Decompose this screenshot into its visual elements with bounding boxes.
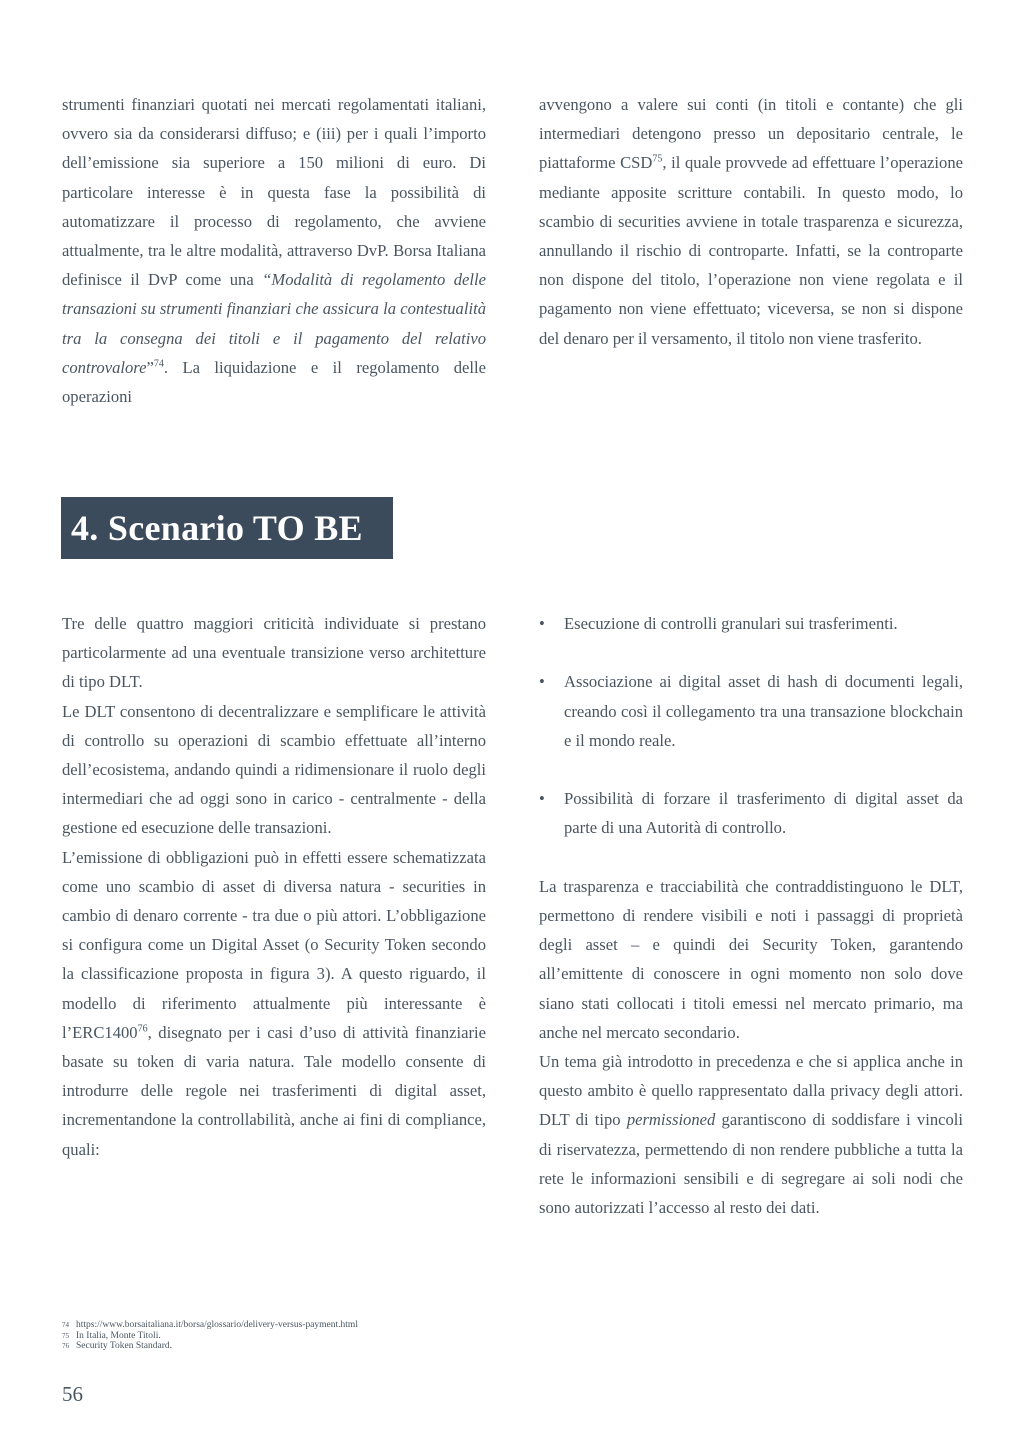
bottom-left-column (62, 609, 486, 1164)
top-right-column (539, 90, 963, 353)
compliance-list (539, 609, 963, 843)
paragraph-bonds: L’emissione di obbligazioni può in effetti essere schematizzata come uno scambio di asset di diversa natura - securities in cambio di denaro corrente - tra due o più attori. L’obbligazione si configura come un Digital Asset (o Security Token secondo la classificazione proposta in figura 3). A questo riguardo, il modello di riferimento attualmente più interessante è l’ERC1400$^{76}$, disegnato per i casi d’uso di attività finanziarie basate su token di varia natura. Tale modello consente di introdurre delle regole nei trasferimenti di digital asset, incrementandone la controllabilità, anche ai fini di compliance, quali: (62, 847, 486, 1159)
list-item: • Associazione ai digital asset di hash di documenti legali, creando così il collegamento tra una transazione blockchain e il mondo reale. (539, 667, 963, 755)
page-number: 56 (62, 1382, 83, 1406)
section-heading: 4. Scenario TO BE (61, 497, 393, 559)
permissioned-term: permissioned (626, 1110, 716, 1130)
paragraph-intro: Tre delle quattro maggiori criticità individuate si prestano particolarmente ad una eventuale transizione verso architetture di tipo DLT. (62, 614, 486, 692)
footnote-ref-74[interactable]: 74 (153, 358, 164, 370)
bullet-icon: • (539, 672, 545, 692)
paragraph-dlt: Le DLT consentono di decentralizzare e semplificare le attività di controllo su operazioni di scambio effettuate all’interno dell’ecosistema, andando quindi a ridimensionare il ruolo degli intermediari che ad oggi sono in carico - centralmente - della gestione ed esecuzione delle transazioni. (62, 701, 486, 838)
paragraph-dvp: strumenti finanziari quotati nei mercati regolamentati italiani, ovvero sia da considerarsi diffuso; e (iii) per i quali l’importo dell’emissione sia superiore a 150 milioni di euro. Di particolare interesse è in questa fase la possibilità di automatizzare il processo di regolamento, che avviene attualmente, tra le altre modalità, attraverso DvP. Borsa Italiana definisce il DvP come una “Modalità di regolamento delle transazioni su strumenti finanziari che assicura la contestualità tra la consegna dei titoli e il pagamento del relativo controvalore”$^{74}$. La liquidazione e il regolamento delle operazioni (62, 95, 486, 407)
footnote-74: 74 https://www.borsaitaliana.it/borsa/glossario/delivery-versus-payment.html (62, 1320, 358, 1330)
top-left-column (62, 90, 486, 411)
paragraph-privacy: Un tema già introdotto in precedenza e che si applica anche in questo ambito è quello rappresentato dalla privacy degli attori. DLT di tipo permissioned garantiscono di soddisfare i vincoli di riservatezza, permettendo di non rendere pubbliche a tutta la rete le informazioni sensibili e di segregare ai soli nodi che sono autorizzati l’accesso al resto dei dati. (539, 1052, 963, 1218)
footnote-ref-76[interactable]: 76 (137, 1023, 148, 1035)
footnote-75: 75 In Italia, Monte Titoli. (62, 1330, 161, 1341)
footnote-ref-75[interactable]: 75 (652, 153, 663, 165)
footnote-link[interactable]: https://www.borsaitaliana.it/borsa/glossario/delivery-versus-payment.html (76, 1320, 358, 1330)
bullet-icon: • (539, 614, 545, 633)
list-item: • Esecuzione di controlli granulari sui trasferimenti. (539, 609, 963, 638)
bullet-icon: • (539, 789, 545, 809)
footnote-76: 76 Security Token Standard. (62, 1341, 172, 1351)
paragraph-settlement: avvengono a valere sui conti (in titoli e contante) che gli intermediari detengono presso un depositario centrale, le piattaforme CSD$^{75}$, il quale provvede ad effettuare l’operazione mediante apposite scritture contabili. In questo modo, lo scambio di securities avviene in totale trasparenza e sicurezza, annullando il rischio di controparte. Infatti, se la controparte non dispone del titolo, l’operazione non viene regolata e il pagamento non viene effettuato; viceversa, se non si dispone del denaro per il versamento, il titolo non viene trasferito. (539, 95, 963, 348)
list-item: • Possibilità di forzare il trasferimento di digital asset da parte di una Autorità di controllo. (539, 784, 963, 842)
dvp-definition-quote: “Modalità di regolamento delle transazioni su strumenti finanziari che assicura la contestualità tra la consegna dei titoli e il pagamento del relativo controvalore (62, 270, 486, 377)
paragraph-transparency: La trasparenza e tracciabilità che contraddistinguono le DLT, permettono di rendere visibili e noti i passaggi di proprietà degli asset – e quindi dei Security Token, garantendo all’emittente di conoscere in ogni momento non solo dove siano stati collocati i titoli emessi nel mercato primario, ma anche nel mercato secondario. (539, 876, 963, 1042)
bottom-right-column (539, 609, 963, 1222)
footnotes (62, 1320, 358, 1352)
